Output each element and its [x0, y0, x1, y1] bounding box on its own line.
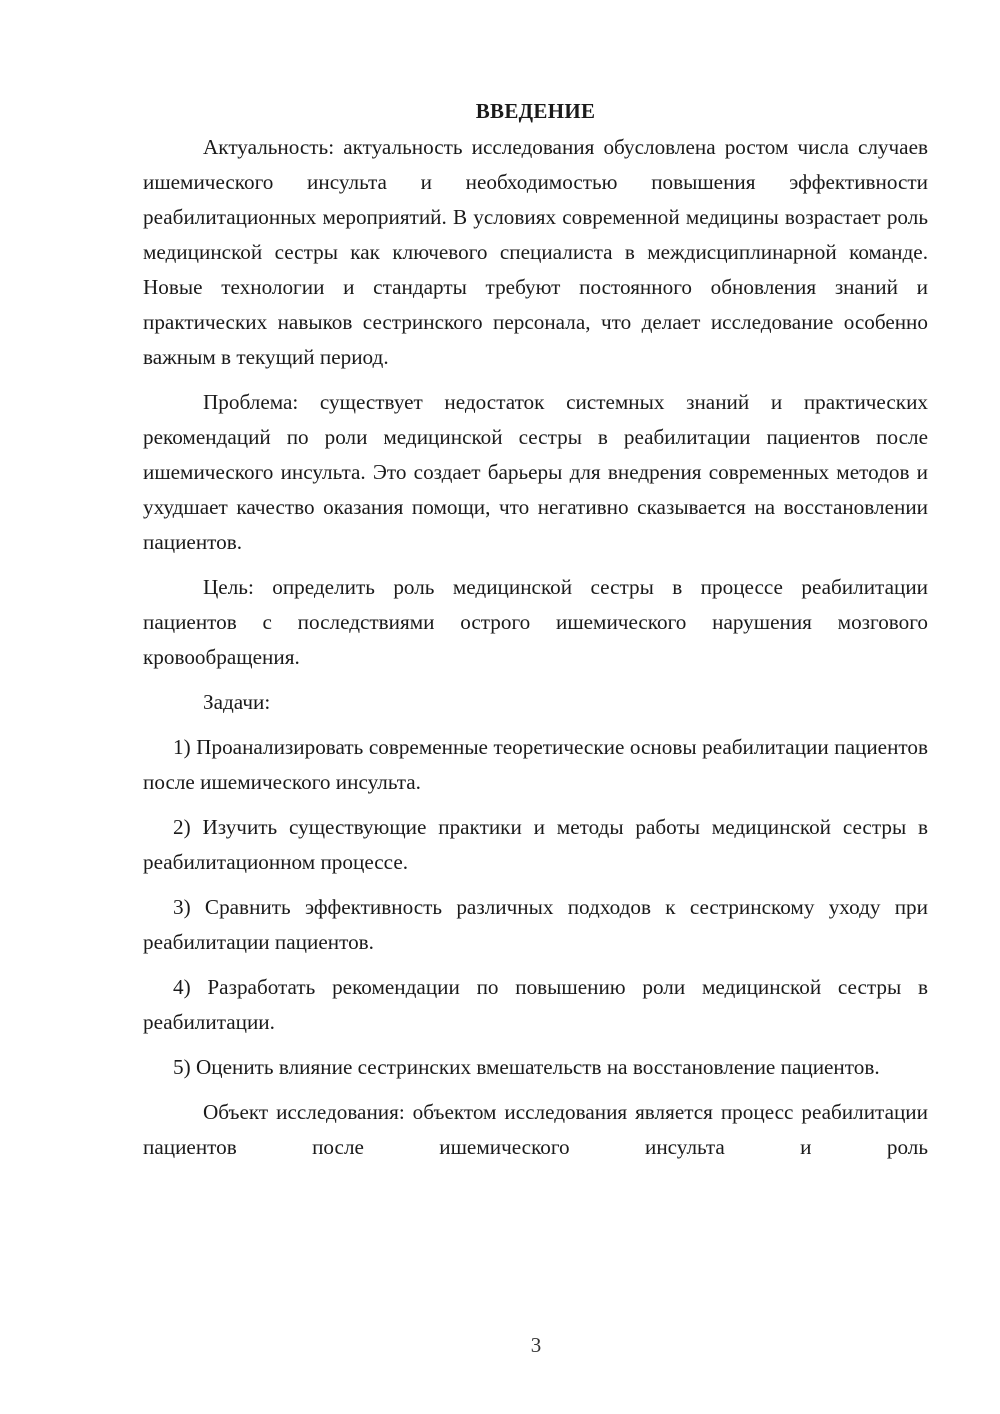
goal-paragraph: Цель: определить роль медицинской сестры в процессе реабилитации пациентов с последствиями острого ишемического нарушения мозгового кровообращения.: [143, 575, 928, 669]
tasks-label: Задачи:: [203, 690, 271, 714]
task-item-2: 2) Изучить существующие практики и методы работы медицинской сестры в реабилитационном процессе.: [143, 815, 928, 874]
object-paragraph: Объект исследования: объектом исследования является процесс реабилитации пациентов после ишемического инсульта и роль: [143, 1100, 928, 1159]
task-item-4: 4) Разработать рекомендации по повышению роли медицинской сестры в реабилитации.: [143, 975, 928, 1034]
relevance-paragraph: Актуальность: актуальность исследования обусловлена ростом числа случаев ишемического инсульта и необходимостью повышения эффективности реабилитационных мероприятий. В условиях современной медицины возрастает роль медицинской сестры как ключевого специалиста в междисциплинарной команде. Новые технологии и стандарты требуют постоянного обновления знаний и практических навыков сестринского персонала, что делает исследование особенно важным в текущий период.: [143, 135, 928, 369]
section-heading: ВВЕДЕНИЕ: [475, 99, 596, 123]
problem-paragraph: Проблема: существует недостаток системных знаний и практических рекомендаций по роли медицинской сестры в реабилитации пациентов после ишемического инсульта. Это создает барьеры для внедрения современных методов и ухудшает качество оказания помощи, что негативно сказывается на восстановлении пациентов.: [143, 390, 928, 554]
task-item-1: 1) Проанализировать современные теоретические основы реабилитации пациентов после ишемического инсульта.: [143, 735, 928, 794]
document-page: [143, 96, 928, 1175]
page-number: 3: [530, 1333, 542, 1357]
task-item-5: 5) Оценить влияние сестринских вмешательств на восстановление пациентов.: [173, 1055, 880, 1079]
task-item-3: 3) Сравнить эффективность различных подходов к сестринскому уходу при реабилитации пациентов.: [143, 895, 928, 954]
